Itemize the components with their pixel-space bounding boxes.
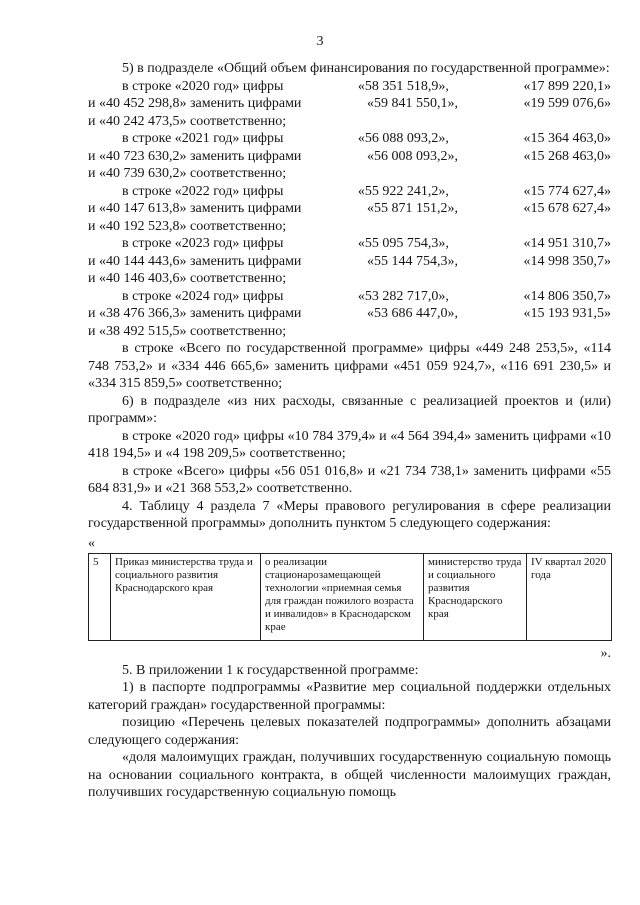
funding-row-line3: и «38 492 515,5» соответственно; bbox=[88, 323, 287, 339]
page-number: 3 bbox=[316, 34, 324, 49]
funding-row-line1 bbox=[88, 78, 611, 96]
row-text: в строке «2020 год» цифры bbox=[122, 78, 284, 94]
row-value: «55 871 151,2», bbox=[366, 201, 458, 216]
funding-row-line1 bbox=[88, 288, 611, 306]
row-value: «19 599 076,6» bbox=[523, 96, 611, 111]
cell-document: Приказ министерства труда и социального развития Краснодарского края bbox=[111, 553, 261, 640]
funding-row-line2 bbox=[88, 253, 611, 271]
regulation-table bbox=[88, 553, 612, 641]
row-text: и «40 144 443,6» заменить цифрами bbox=[88, 253, 302, 269]
row-value: «14 806 350,7» bbox=[523, 288, 611, 304]
row-text: в строке «2023 год» цифры bbox=[122, 236, 284, 251]
funding-row-line3: и «40 146 403,6» соответственно; bbox=[88, 271, 287, 286]
paragraph-6-total: в строке «Всего» цифры «56 051 016,8» и «21 734 738,1» заменить цифрами «55 684 831,9» и «21 368 553,2» соответственно. bbox=[88, 463, 611, 496]
opening-quote: « bbox=[88, 535, 95, 551]
closing-quote: ». bbox=[600, 645, 611, 661]
cell-number: 5 bbox=[89, 553, 111, 640]
row-value: «14 951 310,7» bbox=[523, 236, 611, 251]
row-value: «15 364 463,0» bbox=[523, 131, 611, 146]
row-value: «53 282 717,0», bbox=[357, 288, 449, 304]
row-text: и «40 147 613,8» заменить цифрами bbox=[88, 201, 302, 216]
paragraph-6-2020: в строке «2020 год» цифры «10 784 379,4» и «4 564 394,4» заменить цифрами «10 418 194,5» и «4 198 209,5» соответственно; bbox=[88, 428, 611, 461]
paragraph-5-heading: 5) в подразделе «Общий объем финансирования по государственной программе»: bbox=[122, 61, 610, 76]
row-value: «55 922 241,2», bbox=[357, 183, 449, 199]
funding-row-line1 bbox=[88, 183, 611, 201]
item-5-1: 1) в паспорте подпрограммы «Развитие мер социальной поддержки отдельных категорий граждан» государственной программы: bbox=[88, 680, 611, 713]
row-value: «56 088 093,2», bbox=[357, 131, 449, 146]
table-row bbox=[89, 553, 612, 640]
item-5: 5. В приложении 1 к государственной программе: bbox=[122, 662, 419, 678]
funding-row-line1 bbox=[88, 235, 611, 253]
funding-rows bbox=[88, 78, 611, 341]
row-value: «17 899 220,1» bbox=[523, 78, 611, 94]
funding-row-line1 bbox=[88, 130, 611, 148]
row-value: «56 008 093,2», bbox=[366, 148, 458, 164]
row-value: «58 351 518,9», bbox=[357, 78, 449, 94]
funding-row-line2 bbox=[88, 305, 611, 323]
row-text: в строке «2022 год» цифры bbox=[122, 183, 284, 199]
row-text: и «40 452 298,8» заменить цифрами bbox=[88, 96, 302, 111]
item-4: 4. Таблицу 4 раздела 7 «Меры правового регулирования в сфере реализации государственной программы» дополнить пунктом 5 следующего содержания: bbox=[88, 498, 611, 531]
funding-row-line2 bbox=[88, 200, 611, 218]
row-value: «53 686 447,0», bbox=[366, 306, 458, 321]
cell-content: о реализации стационарозамещающей технологии «приемная семья для граждан пожилого возраста и инвалидов» в Краснодарском крае bbox=[261, 553, 424, 640]
paragraph-6: 6) в подразделе «из них расходы, связанные с реализацией проектов и (или) программ»: bbox=[88, 393, 611, 426]
document-body bbox=[88, 60, 611, 802]
row-value: «15 774 627,4» bbox=[523, 183, 611, 199]
funding-row-line3: и «40 242 473,5» соответственно; bbox=[88, 113, 287, 129]
row-value: «55 095 754,3», bbox=[357, 236, 449, 251]
row-text: и «38 476 366,3» заменить цифрами bbox=[88, 306, 302, 321]
funding-row-line2 bbox=[88, 148, 611, 166]
row-value: «15 268 463,0» bbox=[523, 148, 611, 164]
total-line: в строке «Всего по государственной программе» цифры «449 248 253,5», «114 748 753,2» и «334 446 665,6» заменить цифрами «451 059 924,7», «116 691 230,5» и «334 315 859,5» соответственно; bbox=[88, 341, 611, 391]
funding-row-line3: и «40 739 630,2» соответственно; bbox=[88, 166, 287, 181]
row-value: «14 998 350,7» bbox=[523, 253, 611, 269]
row-value: «55 144 754,3», bbox=[366, 253, 458, 269]
row-text: в строке «2021 год» цифры bbox=[122, 131, 284, 146]
cell-executor: министерство труда и социального развития Краснодарского края bbox=[424, 553, 527, 640]
item-5-quote: «доля малоимущих граждан, получивших государственную социальную помощь на основании социального контракта, в общей численности малоимущих граждан, получивших государственную социальную помощь bbox=[88, 750, 611, 800]
funding-row-line3: и «40 192 523,8» соответственно; bbox=[88, 218, 287, 234]
item-5-position: позицию «Перечень целевых показателей подпрограммы» дополнить абзацами следующего содержания: bbox=[88, 715, 611, 748]
row-value: «59 841 550,1», bbox=[366, 96, 458, 111]
cell-term: IV квартал 2020 года bbox=[527, 553, 612, 640]
row-text: и «40 723 630,2» заменить цифрами bbox=[88, 148, 302, 164]
row-value: «15 678 627,4» bbox=[523, 201, 611, 216]
row-value: «15 193 931,5» bbox=[523, 306, 611, 321]
funding-row-line2 bbox=[88, 95, 611, 113]
row-text: в строке «2024 год» цифры bbox=[122, 288, 284, 304]
